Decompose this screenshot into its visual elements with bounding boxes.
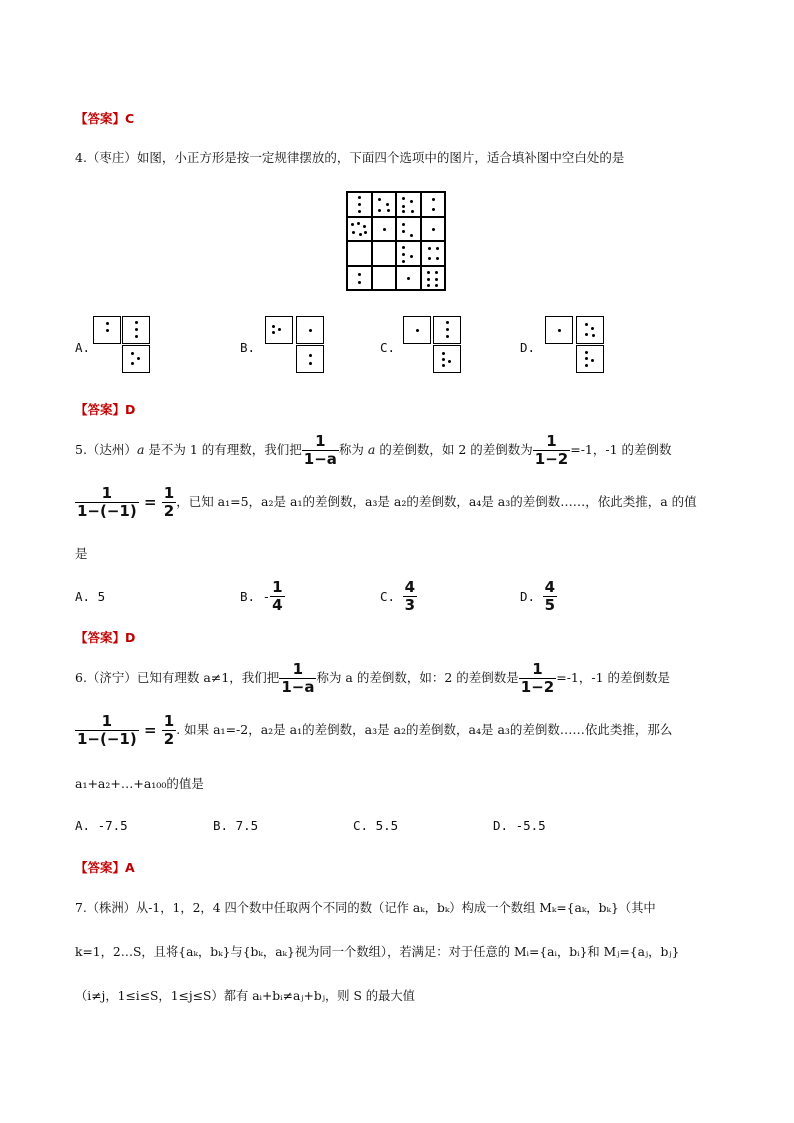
dot [448, 360, 451, 363]
question-text: 的差倒数，如 2 的差倒数为 [379, 442, 533, 457]
dot [357, 222, 360, 225]
dot [402, 260, 405, 263]
option-b-square [265, 316, 293, 344]
dot [402, 205, 405, 208]
fraction-denominator: 2 [163, 729, 175, 748]
dot [137, 357, 140, 360]
dot [427, 284, 430, 287]
fraction-numerator: 1 [292, 659, 304, 678]
option-a-label[interactable]: A. [75, 340, 91, 355]
dot [428, 247, 431, 250]
fraction-denominator: 1−2 [520, 677, 555, 696]
dot [585, 364, 588, 367]
grid-cell [421, 192, 446, 217]
dot [427, 278, 430, 281]
fraction-denominator: 1−a [303, 449, 337, 468]
dot [402, 246, 405, 249]
option-c-label[interactable]: C. [380, 340, 396, 355]
fraction-numerator: 1 [532, 659, 543, 678]
question-4-text: 4.（枣庄）如图，小正方形是按一定规律摆放的，下面四个选项中的图片，适合填补图中空白处的是 [75, 150, 625, 165]
dot [591, 359, 594, 362]
dot [358, 196, 361, 199]
dot [592, 334, 595, 337]
dot [402, 210, 405, 213]
option-b-label[interactable]: B. [240, 340, 256, 355]
dot [410, 200, 413, 203]
option-d-label[interactable]: D. [520, 340, 536, 355]
grid-cell [396, 241, 421, 266]
option-fraction [403, 579, 417, 614]
dot [585, 351, 588, 354]
fraction-1-over-2 [162, 485, 176, 520]
fraction-denominator: 1−(−1) [77, 501, 137, 520]
dot [442, 352, 445, 355]
fraction-1-over-2 [162, 713, 176, 748]
option-a-square [122, 316, 150, 344]
dot [435, 278, 438, 281]
fraction-1-over-1-minus-a [302, 433, 339, 468]
fraction-denominator: 3 [404, 595, 416, 614]
fraction-denominator: 2 [163, 501, 175, 520]
dot [442, 358, 445, 361]
q6-option-a[interactable]: A. -7.5 [75, 818, 128, 833]
dot [446, 321, 449, 324]
dot [432, 198, 435, 201]
dot [358, 281, 361, 284]
dot [432, 208, 435, 211]
question-6-line-1 [75, 658, 670, 698]
grid-cell [396, 217, 421, 242]
dot [402, 230, 405, 233]
fraction-1-over-1-minus-neg1 [75, 485, 139, 520]
dot [352, 231, 355, 234]
answer-q5 [75, 628, 135, 646]
dot [436, 247, 439, 250]
fraction-1-over-1-minus-neg1 [75, 713, 139, 748]
q5-option-b[interactable] [240, 578, 285, 614]
option-fraction [270, 579, 284, 614]
question-5-line-1: 5.（达州） a 是不为 1 的有理数，我们把 $\frac{1}{1-a}$ 称为 a 的差倒数，如 2 的差倒数为 $\frac{1}{1-2}$ =-1，-1 的差倒数 [75, 431, 672, 468]
dot [272, 325, 275, 328]
answer-label: 【答案】 [75, 111, 126, 126]
dot [135, 328, 138, 331]
option-a-square [122, 345, 150, 373]
option-label: B. - [240, 588, 271, 604]
dot [410, 234, 413, 237]
dot [410, 255, 413, 258]
question-lead: 6.（济宁）已知有理数 [75, 670, 200, 685]
question-text: 称为 [338, 442, 364, 457]
dot [135, 335, 138, 338]
option-c-square [433, 345, 461, 373]
option-c-square [433, 316, 461, 344]
dot [585, 323, 588, 326]
option-a-square [93, 316, 121, 344]
q5-option-d[interactable] [520, 578, 557, 614]
dot [358, 273, 361, 276]
q6-option-b[interactable]: B. 7.5 [213, 818, 259, 833]
fraction-numerator: 4 [544, 577, 556, 596]
answer-value: D [125, 402, 136, 417]
question-7-line-3: （i≠j，1≤i≤S，1≤j≤S）都有 aᵢ+bᵢ≠aⱼ+bⱼ，则 S 的最大值 [75, 989, 415, 1003]
dot [591, 327, 594, 330]
fraction-denominator: 1−a [281, 677, 315, 696]
dot [309, 362, 312, 365]
question-5-line-3: 是 [75, 546, 88, 561]
option-b-square [296, 345, 324, 373]
fraction-numerator: 1 [163, 711, 175, 730]
answer-label: 【答案】 [75, 860, 126, 875]
fraction-numerator: 1 [315, 431, 326, 450]
dot [585, 333, 588, 336]
question-text: 是不为 1 的有理数，我们把 [148, 442, 302, 457]
fraction-numerator: 1 [272, 577, 283, 596]
dot [435, 284, 438, 287]
grid-cell [421, 241, 446, 266]
option-c-square [403, 316, 431, 344]
dot [378, 209, 381, 212]
grid-cell [396, 192, 421, 217]
option-b-square [296, 316, 324, 344]
dot [402, 253, 405, 256]
dot [309, 354, 312, 357]
question-7-line-1: 7.（株洲）从-1，1，2，4 四个数中任取两个不同的数（记作 aₖ，bₖ）构成一个数组 Mₖ={aₖ，bₖ}（其中 [75, 901, 656, 915]
answer-label: 【答案】 [75, 630, 126, 645]
q6-option-c[interactable]: C. 5.5 [353, 818, 399, 833]
dot [442, 364, 445, 367]
question-text: ，已知 a₁=5，a₂是 a₁的差倒数，a₃是 a₂的差倒数，a₄是 a₃的差倒数……，依此类推，a 的值 [176, 494, 697, 509]
option-label: D. [520, 588, 536, 604]
fraction-numerator: 1 [163, 483, 175, 502]
dot [432, 228, 435, 231]
dot [364, 231, 367, 234]
grid-cell [396, 266, 421, 291]
question-6-line-3: a₁+a₂+…+a₁₀₀的值是 [75, 776, 204, 791]
answer-value: A [125, 860, 135, 875]
fraction-denominator: 4 [272, 595, 283, 614]
question-6-line-2: $\frac{1}{1-(-1)}$ = $\frac{1}{2}$ . 如果 a₁=-2，a₂是 a₁的差倒数，a₃是 a₂的差倒数，a₄是 a₃的差倒数……依此类推，那么 [77, 711, 673, 748]
fraction-numerator: 1 [546, 431, 557, 450]
question-text: . 如果 a₁=-2，a₂是 a₁的差倒数，a₃是 a₂的差倒数，a₄是 a₃的差倒数……依此类推，那么 [176, 722, 673, 737]
dot [278, 328, 281, 331]
dot [358, 203, 361, 206]
fraction-denominator: 5 [544, 595, 556, 614]
q5-option-a[interactable]: A. 5 [75, 589, 106, 604]
dot [131, 352, 134, 355]
fraction-numerator: 4 [404, 577, 416, 596]
dot [416, 329, 419, 332]
dot [131, 362, 134, 365]
dot [446, 328, 449, 331]
dot [427, 271, 430, 274]
dot [272, 331, 275, 334]
question-7-line-2: k=1，2…S，且将{aₖ，bₖ}与{bₖ，aₖ}视为同一个数组），若满足：对于任意的 Mᵢ={aᵢ，bᵢ}和 Mⱼ={aⱼ，bⱼ} [75, 945, 680, 959]
question-5-line-2: $\frac{1}{1-(-1)}$ = $\frac{1}{2}$ ，已知 a₁=5，a₂是 a₁的差倒数，a₃是 a₂的差倒数，a₄是 a₃的差倒数……，依此类推，a 的值 [77, 483, 697, 520]
answer-q6 [75, 858, 135, 876]
dot [558, 329, 561, 332]
dot [585, 357, 588, 360]
grid-cell [372, 217, 397, 242]
dot [428, 257, 431, 260]
option-d-square [576, 345, 604, 373]
dot [446, 335, 449, 338]
fraction-1-over-1-minus-2 [519, 661, 556, 696]
dot [402, 197, 405, 200]
dot [383, 228, 386, 231]
question-lead: 5.（达州） [75, 442, 137, 457]
dot [402, 223, 405, 226]
question-text: =-1，-1 的差倒数 [570, 442, 672, 457]
dot [358, 210, 361, 213]
dot [309, 329, 312, 332]
option-d-square [545, 316, 573, 344]
q5-option-c[interactable] [380, 578, 417, 614]
fraction-1-over-1-minus-a [279, 661, 316, 696]
dot-grid-figure [346, 191, 446, 291]
question-text: a≠1，我们把 [203, 670, 280, 685]
dot [106, 329, 109, 332]
dot [435, 271, 438, 274]
fraction-denominator: 1−2 [534, 449, 569, 468]
grid-cell [372, 266, 397, 291]
dot [351, 223, 354, 226]
grid-cell-blank [372, 241, 397, 266]
answer-q4 [75, 400, 135, 418]
question-text: 称为 a 的差倒数，如：2 的差倒数是 [316, 670, 519, 685]
answer-label: 【答案】 [75, 402, 126, 417]
question-text: =-1，-1 的差倒数是 [556, 670, 671, 685]
fraction-numerator: 1 [101, 711, 113, 730]
answer-prev [75, 109, 134, 127]
option-fraction [543, 579, 557, 614]
dot [106, 322, 109, 325]
dot [411, 210, 414, 213]
dot [363, 225, 366, 228]
dot [378, 198, 381, 201]
fraction-denominator: 1−(−1) [77, 729, 137, 748]
grid-cell [372, 192, 397, 217]
dot [135, 321, 138, 324]
fraction-1-over-1-minus-2 [533, 433, 570, 468]
dot [436, 257, 439, 260]
q6-option-d[interactable]: D. -5.5 [493, 818, 546, 833]
grid-cell [347, 217, 372, 242]
option-label: C. [380, 588, 396, 604]
grid-cell [347, 241, 372, 266]
dot [387, 209, 390, 212]
var-a: a [136, 442, 145, 457]
grid-cell [421, 266, 446, 291]
dot [386, 203, 389, 206]
dot [407, 277, 410, 280]
grid-cell [347, 266, 372, 291]
grid-cell [421, 217, 446, 242]
option-d-square [576, 316, 604, 344]
fraction-numerator: 1 [101, 483, 113, 502]
answer-value: D [125, 630, 136, 645]
dot [359, 233, 362, 236]
grid-cell [347, 192, 372, 217]
answer-value: C [125, 111, 135, 126]
